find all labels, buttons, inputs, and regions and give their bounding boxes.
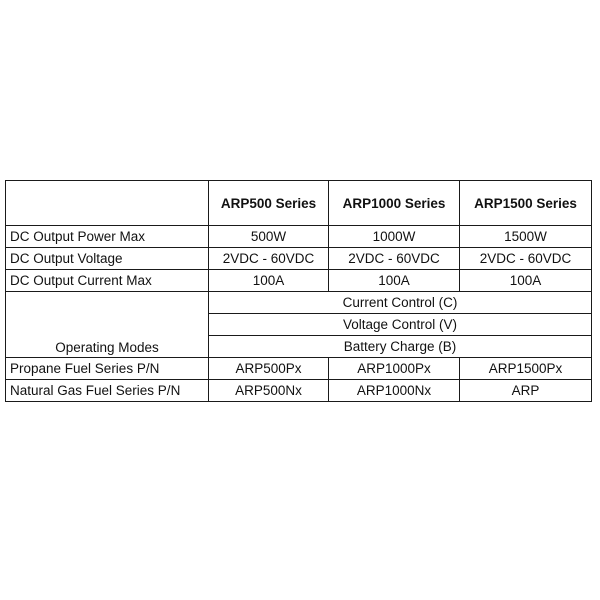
header-arp1000-series: ARP1000 Series [329, 181, 460, 226]
cell-value: ARP1000Nx [329, 380, 460, 402]
cell-value: ARP1000Px [329, 358, 460, 380]
row-label: Propane Fuel Series P/N [6, 358, 209, 380]
operating-modes-label: Operating Modes [6, 292, 209, 358]
cell-value: 100A [209, 270, 329, 292]
header-row [6, 181, 592, 226]
mode-voltage-control: Voltage Control (V) [209, 314, 592, 336]
cell-value: ARP500Px [209, 358, 329, 380]
table-row [6, 226, 592, 248]
spec-table [5, 180, 592, 402]
mode-current-control: Current Control (C) [209, 292, 592, 314]
cell-value: 100A [460, 270, 592, 292]
cell-value: ARP [460, 380, 592, 402]
mode-battery-charge: Battery Charge (B) [209, 336, 592, 358]
row-label: DC Output Current Max [6, 270, 209, 292]
cell-value: ARP1500Px [460, 358, 592, 380]
cell-value: ARP500Nx [209, 380, 329, 402]
table-row [6, 270, 592, 292]
table-row [6, 248, 592, 270]
header-arp1500-series: ARP1500 Series [460, 181, 592, 226]
row-label: DC Output Power Max [6, 226, 209, 248]
header-blank-cell [6, 181, 209, 226]
cell-value: 2VDC - 60VDC [329, 248, 460, 270]
cell-value: 1000W [329, 226, 460, 248]
cell-value: 1500W [460, 226, 592, 248]
cell-value: 500W [209, 226, 329, 248]
cell-value: 2VDC - 60VDC [209, 248, 329, 270]
operating-modes-row [6, 292, 592, 314]
table-row [6, 380, 592, 402]
row-label: Natural Gas Fuel Series P/N [6, 380, 209, 402]
table-row [6, 358, 592, 380]
row-label: DC Output Voltage [6, 248, 209, 270]
cell-value: 2VDC - 60VDC [460, 248, 592, 270]
header-arp500-series: ARP500 Series [209, 181, 329, 226]
cell-value: 100A [329, 270, 460, 292]
